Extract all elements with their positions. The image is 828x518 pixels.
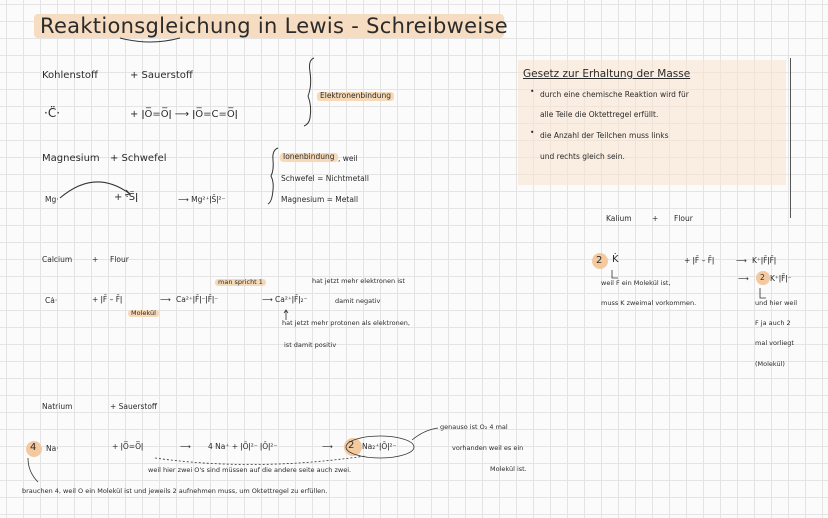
- kf-product1: K⁺ǀF̄ǀF̄ǀ: [752, 256, 777, 265]
- flour-label-k: Flour: [674, 214, 693, 223]
- caf-arrow2: ⟶: [262, 295, 273, 304]
- na-arrow2: ⟶: [322, 442, 333, 451]
- page-title: Reaktionsgleichung in Lewis - Schreibweise: [40, 14, 508, 38]
- elektronenbindung-label: Elektronenbindung: [317, 92, 394, 101]
- kf-plus: +: [652, 214, 659, 223]
- caf-note4: ist damit positiv: [284, 341, 337, 349]
- sauerstoff-label: + Sauerstoff: [130, 70, 193, 81]
- caf-arrow: ⟶: [160, 295, 171, 304]
- kf-arrow1: ⟶: [736, 256, 747, 265]
- s-atom: + ·S̈ǀ: [114, 192, 139, 203]
- carbon-atom: ·C̈·: [44, 106, 61, 120]
- na-arrow: ⟶: [180, 442, 191, 451]
- kf-note-left2: muss K zweimal vorkommen.: [601, 299, 697, 307]
- na-atom: Na·: [46, 444, 59, 453]
- kf-note-right2: F ja auch 2: [755, 319, 791, 327]
- na-coef: 4: [30, 442, 37, 453]
- na-coef2: 2: [348, 440, 355, 451]
- man-spricht-label: man spricht 1: [215, 279, 266, 286]
- na-note-r1: genauso ist O₂ 4 mal: [440, 423, 508, 431]
- kf-note-right4: (Molekül): [755, 360, 785, 368]
- na-o2: + ǀO̅=O̅ǀ: [112, 442, 144, 451]
- law-b2-line2: und rechts gleich sein.: [540, 152, 625, 161]
- ca-atom: Cȧ·: [45, 296, 58, 305]
- kf-note-right3: mal vorliegt: [755, 339, 794, 347]
- kf-note-left1: weil F ein Molekül ist,: [601, 279, 671, 287]
- ionenbindung-label: Ionenbindung: [280, 153, 338, 162]
- law-b2-line1: die Anzahl der Teilchen muss links: [540, 131, 669, 140]
- caf-note2: damit negativ: [335, 297, 381, 305]
- magnesium-label: Magnesium: [42, 153, 100, 164]
- k-atom: K̇: [612, 254, 619, 265]
- na-product: Na₂⁺ǀŌǀ²⁻: [362, 442, 397, 451]
- kf-f2: + ǀF̄ – F̄ǀ: [684, 256, 715, 265]
- kf-arrow2: ⟶: [738, 274, 749, 283]
- nichtmetall-note: Schwefel = Nichtmetall: [281, 174, 369, 183]
- bullet-1-icon: •: [530, 87, 535, 96]
- kalium-label: Kalium: [606, 214, 632, 223]
- kf-product2: K⁺ǀF̄ǀ⁻: [770, 274, 792, 283]
- na-note-mid: weil hier zwei O's sind müssen auf die andere seite auch zwei.: [148, 466, 352, 474]
- law-b1-line1: durch eine chemische Reaktion wird für: [540, 90, 689, 99]
- kf-note-right1: und hier weil: [755, 299, 798, 307]
- na-sauerstoff-label: + Sauerstoff: [110, 402, 158, 411]
- caf-note1: hat jetzt mehr elektronen ist: [312, 277, 405, 285]
- mgs-product: ⟶ Mg²⁺ǀS̄ǀ²⁻: [178, 195, 226, 204]
- natrium-label: Natrium: [42, 402, 73, 411]
- caf-plus: +: [92, 255, 99, 264]
- caf-product2: Ca²⁺ǀF̄ǀ₂⁻: [275, 295, 308, 304]
- bullet-2-icon: •: [530, 128, 535, 137]
- molekul-label: Molekül: [128, 310, 159, 317]
- caf-product1: Ca²⁺ǀF̄ǀ⁻ǀF̄ǀ⁻: [176, 295, 219, 304]
- schwefel-label: + Schwefel: [110, 153, 167, 164]
- law-b1-line2: alle Teile die Oktettregel erfüllt.: [540, 110, 659, 119]
- na-note-bottom: brauchen 4, weil O ein Molekül ist und jeweils 2 aufnehmen muss, um Oktettregel zu erfüllen.: [22, 487, 328, 495]
- calcium-label: Calcium: [42, 255, 73, 264]
- flour-label-ca: Flour: [110, 255, 129, 264]
- k-coef2: 2: [760, 273, 765, 282]
- co2-reaction: + ǀO̅=O̅ǀ ⟶ ǀO̅=C=O̅ǀ: [130, 109, 238, 120]
- metall-note: Magnesium = Metall: [281, 195, 359, 204]
- kohlenstoff-label: Kohlenstoff: [42, 70, 98, 81]
- mg-atom: Mg·: [45, 195, 59, 204]
- caf-note3: hat jetzt mehr protonen als elektronen,: [282, 319, 410, 327]
- k-coef: 2: [596, 255, 603, 266]
- caf-f2: + ǀF̄ – F̄ǀ: [92, 295, 123, 304]
- na-note-r3: Molekül ist.: [490, 465, 527, 473]
- law-heading: Gesetz zur Erhaltung der Masse: [523, 68, 691, 80]
- weil-label: , weil: [338, 154, 358, 163]
- na-note-r2: vorhanden weil es ein: [452, 444, 524, 452]
- na-mid: 4 Na⁺ + ǀŌǀ²⁻ ǀŌǀ²⁻: [208, 442, 278, 451]
